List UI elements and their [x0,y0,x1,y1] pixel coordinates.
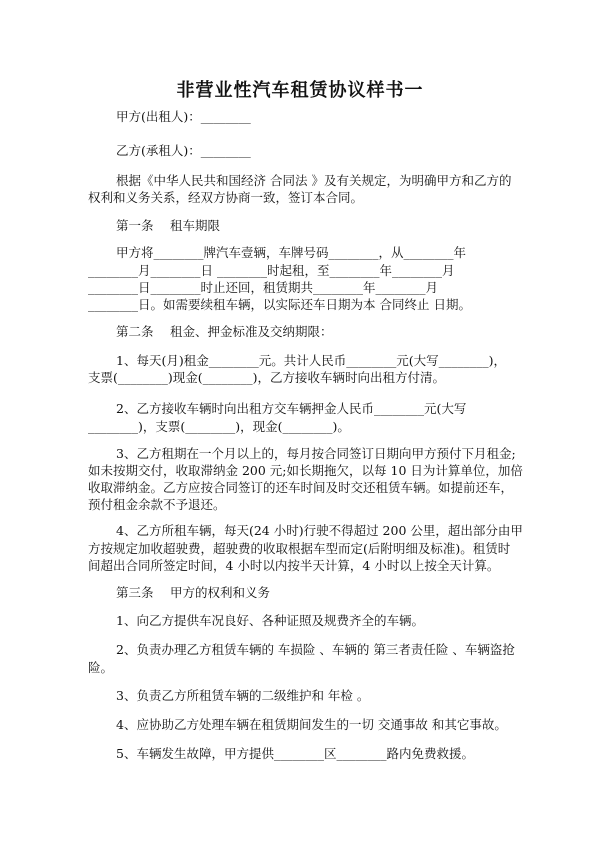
article-3-item-1: 1、向乙方提供车况良好、各种证照及规费齐全的车辆。 [116,613,424,628]
article-2-item-4-line-1: 4、乙方所租车辆，每天(24 小时)行驶不得超过 200 公里，超出部分由甲 [116,523,523,538]
article-2-item-2-line-2: ________)，支票(________)，现金(________)。 [88,419,350,434]
article-2-item-4-line-2: 方按规定加收超驶费，超驶费的收取根据车型而定(后附明细及标准)。租赁时 [88,541,511,556]
lessor-line: 甲方(出租人)：________ [116,109,251,124]
article-2-heading: 第二条 租金、押金标准及交纳期限： [116,324,333,339]
article-2-item-4-line-3: 间超出合同所签定时间，4 小时以内按半天计算，4 小时以上按全天计算。 [88,558,500,573]
article-2-item-3-line-4: 预付租金余款不予退还。 [88,497,226,512]
document-title: 非营业性汽车租赁协议样书一 [176,80,424,101]
article-1-line-3: ________日________时止还回，租赁期共________年________月 [88,280,439,295]
preamble-line-1: 根据《中华人民共和国经济 合同法 》及有关规定，为明确甲方和乙方的 [116,173,512,188]
article-2-item-3-line-2: 如未按期交付，收取滞纳金 200 元;如长期拖欠，以每 10 日为计算单位，加倍 [88,463,523,478]
article-3-item-3: 3、负责乙方所租赁车辆的二级维护和 年检 。 [116,688,370,703]
article-1-heading: 第一条 租车期限 [116,218,220,233]
article-2-item-3-line-1: 3、乙方租期在一个月以上的，每月按合同签订日期向甲方预付下月租金; [116,446,516,461]
article-3-item-5: 5、车辆发生故障，甲方提供________区________路内免费救援。 [116,746,474,761]
article-2-item-2-line-1: 2、乙方接收车辆时向出租方交车辆押金人民币________元(大写 [116,401,467,416]
article-3-item-4: 4、应协助乙方处理车辆在租赁期间发生的一切 交通事故 和其它事故。 [116,717,507,732]
article-3-item-2-line-1: 2、负责办理乙方租赁车辆的 车损险 、车辆的 第三者责任险 、车辆盗抢 [116,642,515,657]
article-1-line-1: 甲方将________牌汽车壹辆，车牌号码________，从________年 [116,245,467,260]
article-3-heading: 第三条 甲方的权利和义务 [116,585,270,600]
article-2-item-1-line-2: 支票(________)现金(________)，乙方接收车辆时向出租方付清。 [88,370,446,385]
article-2-item-1-line-1: 1、每天(月)租金________元。共计人民币________元(大写________)， [116,353,506,368]
article-1-line-2: ________月________日 ________时起租，至________年________月 [88,263,455,278]
article-1-line-4: ________日。如需要续租车辆，以实际还车日期为本 合同终止 日期。 [88,297,471,312]
lessee-line: 乙方(承租人)：________ [116,143,251,158]
article-2-item-3-line-3: 收取滞纳金。乙方应按合同签订的还车时间及时交还租赁车辆。如提前还车， [88,480,514,495]
preamble-line-2: 权利和义务关系，经双方协商一致，签订本合同。 [88,190,364,205]
article-3-item-2-line-2: 险。 [88,660,114,675]
